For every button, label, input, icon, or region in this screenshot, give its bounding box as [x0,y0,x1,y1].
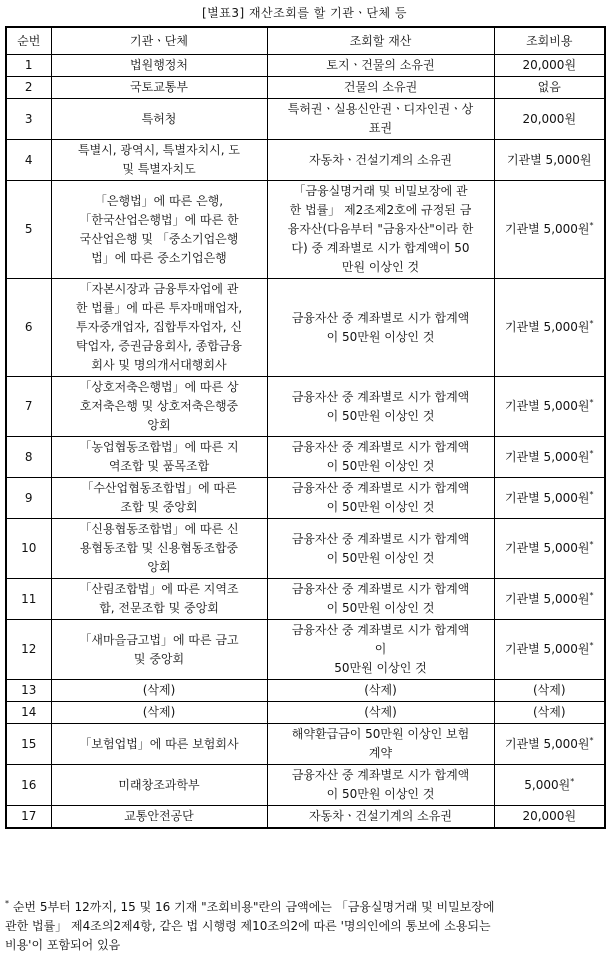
footnote-marker: * [589,489,594,499]
row-fee-cell [494,702,605,724]
row-fee-cell [494,478,605,519]
row-fee: (삭제) [532,705,566,719]
row-number: 4 [6,140,51,181]
row-organization: 「은행법」에 따른 은행, 「한국산업은행법」에 따른 한 국산업은행 및 「중소기업은행 법」에 따른 중소기업은행 [51,181,267,279]
header-no: 순번 [6,27,51,55]
row-number: 10 [6,519,51,579]
row-organization: 국토교통부 [51,77,267,99]
table-row [6,437,605,478]
header-org: 기관ㆍ단체 [51,27,267,55]
row-fee-cell [494,437,605,478]
table-row [6,77,605,99]
table-row [6,724,605,765]
row-organization: 「상호저축은행법」에 따른 상 호저축은행 및 상호저축은행중 앙회 [51,377,267,437]
row-asset: 특허권ㆍ실용신안권ㆍ디자인권ㆍ상 표권 [267,99,494,140]
table-row [6,99,605,140]
row-organization: (삭제) [51,680,267,702]
row-fee-cell [494,806,605,829]
table-header-row [6,27,605,55]
row-fee: 20,000원 [522,809,577,823]
table-title: [별표3] 재산조회를 할 기관ㆍ단체 등 [201,6,408,20]
footnote-marker: * [589,540,594,549]
row-fee-cell [494,519,605,579]
row-fee-cell [494,181,605,279]
row-number: 7 [6,377,51,437]
table-row [6,680,605,702]
row-fee: 기관별 5,000원 [504,222,590,236]
row-number: 13 [6,680,51,702]
row-organization: 교통안전공단 [51,806,267,829]
row-organization: 특허청 [51,99,267,140]
row-fee: 기관별 5,000원 [504,642,590,656]
row-fee: 기관별 5,000원 [504,591,590,606]
row-organization: 「자본시장과 금융투자업에 관 한 법률」에 따른 투자매매업자, 투자중개업자, 집합투자업자, 신 탁업자, 증권금융회사, 종합금융 회사 및 명의개서대행회사 [51,279,267,377]
row-number: 17 [6,806,51,829]
row-asset: 「금융실명거래 및 비밀보장에 관 한 법률」 제2조제2호에 규정된 금 융자산(다음부터 "금융자산"이라 한 다) 중 계좌별로 시가 합계액이 50 만원 이상인 것 [267,181,494,279]
footnote-text: 순번 5부터 12까지, 15 및 16 기재 "조회비용"란의 금액에는 「금융실명거래 및 비밀보장에 관한 법률」 제4조의2제4항, 같은 법 시행령 제10조의2에 따른 '명의인에의 통보에 소용되는 비용'이 포함되어 있음 [5,900,495,952]
row-fee-cell [494,377,605,437]
row-asset: 금융자산 중 계좌별로 시가 합계액 이 50만원 이상인 것 [267,620,494,680]
row-asset: 해약환급금이 50만원 이상인 보험 계약 [267,724,494,765]
row-organization: 「보험업법」에 따른 보험회사 [51,724,267,765]
header-fee: 조회비용 [494,27,605,55]
row-asset: 자동차ㆍ건설기계의 소유권 [267,806,494,829]
row-asset: 금융자산 중 계좌별로 시가 합계액 이 50만원 이상인 것 [267,478,494,519]
row-organization: 「새마을금고법」에 따른 금고 및 중앙회 [51,620,267,680]
footnote-marker: * [570,776,575,786]
row-fee: 기관별 5,000원 [504,449,590,464]
row-asset: 자동차ㆍ건설기계의 소유권 [267,140,494,181]
row-asset: 금융자산 중 계좌별로 시가 합계액 이 50만원 이상인 것 [267,377,494,437]
row-number: 9 [6,478,51,519]
row-fee-cell [494,620,605,680]
row-fee-cell [494,579,605,620]
row-fee: 기관별 5,000원 [506,152,592,167]
row-number: 3 [6,99,51,140]
row-fee: 5,000원 [524,777,571,792]
row-fee-cell [494,55,605,77]
row-organization: 법원행정처 [51,55,267,77]
footnote-marker: * [589,319,594,328]
row-number: 14 [6,702,51,724]
row-number: 11 [6,579,51,620]
footnote-marker: * [589,735,594,745]
asset-inquiry-table [5,26,606,829]
row-asset: 건물의 소유권 [267,77,494,99]
row-number: 2 [6,77,51,99]
row-asset: 금융자산 중 계좌별로 시가 합계액 이 50만원 이상인 것 [267,765,494,806]
header-asset: 조회할 재산 [267,27,494,55]
row-organization: 「신용협동조합법」에 따른 신 용협동조합 및 신용협동조합중 앙회 [51,519,267,579]
row-asset: 금융자산 중 계좌별로 시가 합계액 이 50만원 이상인 것 [267,437,494,478]
row-number: 1 [6,55,51,77]
row-number: 15 [6,724,51,765]
table-row [6,702,605,724]
row-fee: 기관별 5,000원 [504,541,590,555]
row-organization: (삭제) [51,702,267,724]
row-number: 12 [6,620,51,680]
row-fee: 기관별 5,000원 [504,736,590,751]
row-fee: 20,000원 [522,58,577,72]
footnote-marker: * [589,641,594,650]
row-fee: (삭제) [532,683,566,697]
row-asset: 금융자산 중 계좌별로 시가 합계액 이 50만원 이상인 것 [267,579,494,620]
table-row [6,181,605,279]
row-fee-cell [494,724,605,765]
row-fee-cell [494,77,605,99]
row-asset: 금융자산 중 계좌별로 시가 합계액 이 50만원 이상인 것 [267,519,494,579]
table-row [6,140,605,181]
table-row [6,806,605,829]
row-fee: 기관별 5,000원 [504,490,590,505]
row-asset: 금융자산 중 계좌별로 시가 합계액 이 50만원 이상인 것 [267,279,494,377]
row-fee-cell [494,279,605,377]
row-fee: 기관별 5,000원 [504,399,590,413]
table-row [6,765,605,806]
row-fee: 없음 [537,80,561,94]
footnote-marker: * [589,448,594,458]
row-fee: 기관별 5,000원 [504,320,590,334]
row-number: 6 [6,279,51,377]
footnote-marker: * [589,398,594,407]
row-organization: 「산림조합법」에 따른 지역조 합, 전문조합 및 중앙회 [51,579,267,620]
row-fee-cell [494,140,605,181]
table-row [6,55,605,77]
table-row [6,478,605,519]
row-fee-cell [494,680,605,702]
row-organization: 특별시, 광역시, 특별자치시, 도 및 특별자치도 [51,140,267,181]
footnote [5,898,604,955]
table-row [6,279,605,377]
row-asset: (삭제) [267,680,494,702]
footnote-star: * [5,899,9,908]
table-row [6,377,605,437]
row-organization: 「수산업협동조합법」에 따른 조합 및 중앙회 [51,478,267,519]
row-fee-cell [494,99,605,140]
footnote-marker: * [589,590,594,600]
row-number: 8 [6,437,51,478]
table-row [6,620,605,680]
row-asset: 토지ㆍ건물의 소유권 [267,55,494,77]
table-row [6,579,605,620]
row-number: 5 [6,181,51,279]
table-row [6,519,605,579]
row-fee-cell [494,765,605,806]
row-fee: 20,000원 [522,111,577,126]
footnote-marker: * [589,221,594,230]
row-organization: 미래창조과학부 [51,765,267,806]
row-asset: (삭제) [267,702,494,724]
row-organization: 「농업협동조합법」에 따른 지 역조합 및 품목조합 [51,437,267,478]
row-number: 16 [6,765,51,806]
